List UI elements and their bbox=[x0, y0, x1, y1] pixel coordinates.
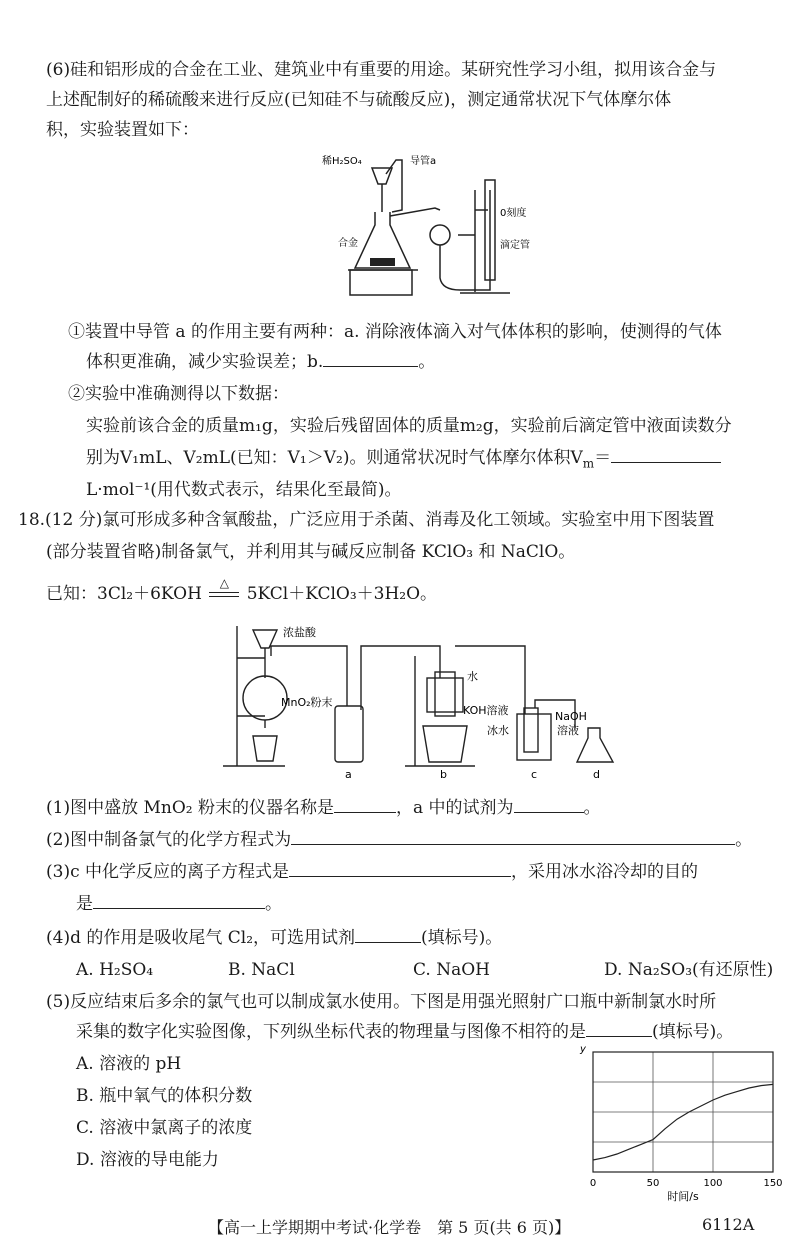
label-a: a bbox=[345, 768, 352, 781]
y-axis-label: y bbox=[580, 1044, 586, 1055]
q18-sub2-text: (2)图中制备氯气的化学方程式为 bbox=[46, 830, 292, 850]
q18-sub2-end: 。 bbox=[735, 830, 753, 850]
q17-item2-eq: ＝ bbox=[594, 448, 612, 468]
q17-item2-line3 bbox=[86, 446, 721, 475]
q18-sub1-end: 。 bbox=[583, 798, 601, 818]
label-b: b bbox=[440, 768, 447, 781]
q18-sub3-cont bbox=[76, 892, 282, 916]
q18-sub3-text: (3)c 中化学反应的离子方程式是 bbox=[46, 862, 290, 882]
q18-sub5-text: 采集的数字化实验图像，下列纵坐标代表的物理量与图像不相符的是 bbox=[76, 1022, 586, 1042]
label-ice-water: 冰水 bbox=[487, 724, 509, 737]
q18-sub4-text: (4)d 的作用是吸收尾气 Cl₂，可选用试剂 bbox=[46, 928, 356, 948]
q18-sub5-option-b: B. 瓶中氧气的体积分数 bbox=[76, 1086, 253, 1106]
q18-sub5-option-d: D. 溶液的导电能力 bbox=[76, 1150, 219, 1170]
answer-blank-5[interactable] bbox=[586, 1020, 652, 1037]
series-line bbox=[593, 1084, 773, 1160]
q17-item1-line2 bbox=[86, 350, 435, 374]
line-chart bbox=[570, 1040, 785, 1205]
label-water: 水 bbox=[467, 670, 478, 683]
answer-blank-vm[interactable] bbox=[611, 446, 721, 463]
label-tube-a: 导管a bbox=[410, 156, 437, 167]
q18-sub2 bbox=[46, 828, 752, 852]
answer-blank-1-2[interactable] bbox=[514, 796, 584, 813]
q18-sub5-option-c: C. 溶液中氯离子的浓度 bbox=[76, 1118, 253, 1138]
q18-sub3-end: 。 bbox=[265, 894, 282, 914]
q17-p6-line1: (6)硅和铝形成的合金在工业、建筑业中有重要的用途。某研究性学习小组，拟用该合金与 bbox=[46, 60, 717, 80]
q18-sub5-line1: (5)反应结束后多余的氯气也可以制成氯水使用。下图是用强光照射广口瓶中新制氯水时所 bbox=[46, 992, 717, 1012]
q18-sub1 bbox=[46, 796, 601, 820]
q18-intro-line1: 18.(12 分)氯可形成多种含氧酸盐，广泛应用于杀菌、消毒及化工领域。实验室中用下图装置 bbox=[18, 510, 715, 530]
label-naoh-solution: 溶液 bbox=[557, 724, 579, 737]
q17-item2-line2: 实验前该合金的质量m₁g，实验后残留固体的质量m₂g，实验前后滴定管中液面读数分 bbox=[86, 416, 732, 436]
known-products: 5KCl＋KClO₃＋3H₂O。 bbox=[246, 584, 438, 604]
vm-subscript: m bbox=[582, 456, 595, 471]
q18-sub4-option-a: A. H₂SO₄ bbox=[76, 960, 154, 980]
label-conc-hcl: 浓盐酸 bbox=[283, 626, 316, 639]
known-reactants: 已知：3Cl₂＋6KOH bbox=[46, 584, 202, 604]
q17-item2-line4: L·mol⁻¹(用代数式表示，结果化至最简)。 bbox=[86, 480, 402, 500]
reaction-arrow bbox=[207, 576, 241, 606]
q17-p6-line3: 积，实验装置如下： bbox=[46, 120, 199, 140]
q18-sub1-mid: ，a 中的试剂为 bbox=[396, 798, 514, 818]
q18-known-equation bbox=[46, 576, 438, 606]
q18-sub4-option-d: D. Na₂SO₃(有还原性) bbox=[604, 960, 774, 980]
q17-item1-end: 。 bbox=[418, 352, 436, 372]
footer-code: 6112A bbox=[702, 1215, 755, 1234]
q18-sub3-cont-text: 是 bbox=[76, 894, 93, 914]
q18-sub3 bbox=[46, 860, 698, 884]
q17-item1-line1: ①装置中导管 a 的作用主要有两种：a. 消除液体滴入对气体体积的影响，使测得的气体 bbox=[68, 322, 722, 342]
label-zero-mark: 0刻度 bbox=[500, 208, 527, 219]
answer-blank-3-1[interactable] bbox=[289, 860, 511, 877]
answer-blank-1-1[interactable] bbox=[334, 796, 396, 813]
label-d: d bbox=[593, 768, 600, 781]
x-axis-label: 时间/s bbox=[667, 1190, 699, 1203]
q18-sub4-end: (填标号)。 bbox=[421, 928, 503, 948]
x-tick-label: 150 bbox=[763, 1178, 783, 1189]
label-c: c bbox=[531, 768, 538, 781]
x-tick-label: 50 bbox=[646, 1178, 660, 1189]
q18-sub1-text: (1)图中盛放 MnO₂ 粉末的仪器名称是 bbox=[46, 798, 334, 818]
q18-sub4-option-b: B. NaCl bbox=[228, 960, 295, 980]
q18-sub4-option-c: C. NaOH bbox=[413, 960, 490, 980]
heat-symbol: △ bbox=[219, 576, 229, 590]
q18-sub5-option-a: A. 溶液的 pH bbox=[76, 1054, 182, 1074]
q18-sub3-mid: ，采用冰水浴冷却的目的 bbox=[511, 862, 699, 882]
q17-item2-line1: ②实验中准确测得以下数据： bbox=[68, 384, 289, 404]
x-tick-label: 100 bbox=[703, 1178, 723, 1189]
answer-blank-2[interactable] bbox=[291, 828, 735, 845]
label-burette: 滴定管 bbox=[500, 240, 530, 251]
q18-intro-line2: (部分装置省略)制备氯气，并利用其与碱反应制备 KClO₃ 和 NaClO。 bbox=[46, 542, 576, 562]
q17-item2-text: 别为V₁mL、V₂mL(已知：V₁＞V₂)。则通常状况时气体摩尔体积V bbox=[86, 448, 583, 468]
label-mno2-powder: MnO₂粉末 bbox=[281, 696, 333, 709]
apparatus-figure-1 bbox=[320, 150, 540, 300]
label-alloy: 合金 bbox=[338, 238, 358, 249]
q18-sub5-end: (填标号)。 bbox=[652, 1022, 734, 1042]
label-naoh: NaOH bbox=[555, 710, 587, 723]
apparatus-figure-2 bbox=[215, 616, 625, 786]
q17-p6-line2: 上述配制好的稀硫酸来进行反应(已知硅不与硫酸反应)，测定通常状况下气体摩尔体 bbox=[46, 90, 672, 110]
answer-blank-4[interactable] bbox=[355, 926, 421, 943]
q18-sub4 bbox=[46, 926, 502, 950]
label-dilute-acid: 稀H₂SO₄ bbox=[322, 156, 362, 167]
q17-item1-text: 体积更准确，减少实验误差；b. bbox=[86, 352, 324, 372]
answer-blank-3-2[interactable] bbox=[93, 892, 265, 909]
footer-text: 【高一上学期期中考试·化学卷 第 5 页(共 6 页)】 bbox=[208, 1218, 571, 1237]
x-tick-label: 0 bbox=[589, 1178, 597, 1189]
chart-grid bbox=[593, 1052, 773, 1172]
label-koh-solution: KOH溶液 bbox=[463, 704, 509, 717]
answer-blank-1b[interactable] bbox=[323, 350, 418, 367]
